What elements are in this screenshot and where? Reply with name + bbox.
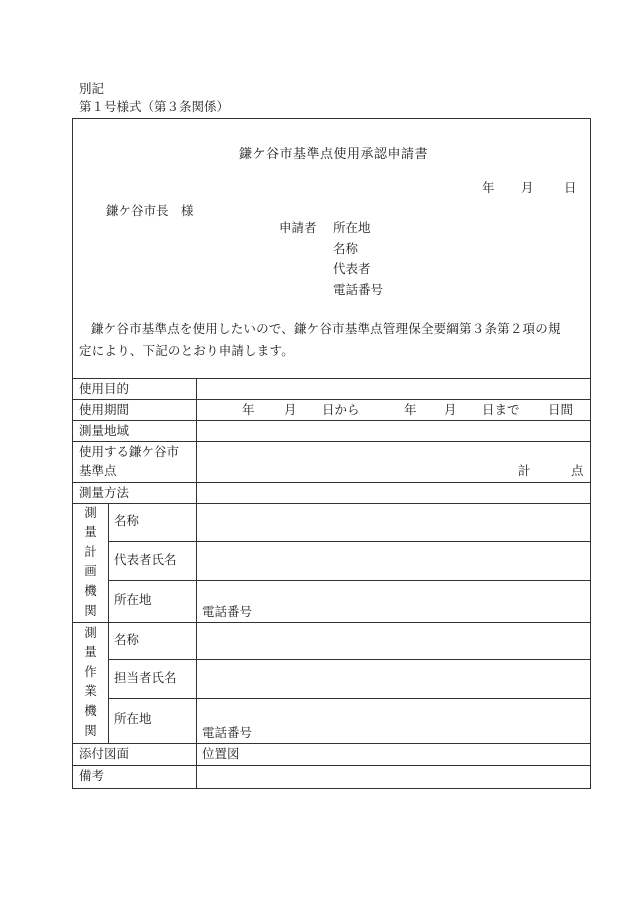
planning-vertical-char: 測 (84, 505, 97, 520)
period-month1: 月 (284, 402, 297, 417)
attachment-value: 位置図 (202, 746, 240, 761)
remarks-label: 備考 (79, 768, 105, 783)
annex-label: 別記 (79, 81, 105, 96)
method-label: 測量方法 (79, 485, 130, 500)
period-from: 日から (322, 402, 360, 417)
working-name-label: 名称 (114, 632, 140, 647)
working-phone-label: 電話番号 (202, 725, 253, 740)
planning-vertical-char: 機 (84, 583, 97, 598)
planning-vertical-char: 関 (84, 603, 97, 618)
working-vertical-char: 関 (84, 723, 97, 738)
applicant-representative-label: 代表者 (333, 261, 371, 276)
planning-vertical-char: 計 (84, 544, 97, 559)
points-unit-label: 点 (571, 463, 584, 478)
attachment-label: 添付図面 (79, 746, 130, 761)
area-label: 測量地域 (79, 423, 130, 438)
date-month-label: 月 (521, 180, 534, 195)
period-year2: 年 (404, 402, 417, 417)
points-total-label: 計 (518, 463, 531, 478)
form-number: 第１号様式（第３条関係） (79, 99, 230, 114)
purpose-label: 使用目的 (79, 381, 130, 396)
applicant-label: 申請者 (279, 220, 317, 235)
addressee: 鎌ケ谷市長 様 (106, 203, 194, 218)
page-title: 鎌ケ谷市基準点使用承認申請書 (239, 147, 429, 162)
date-year-label: 年 (482, 180, 495, 195)
working-vertical-char: 作 (84, 664, 97, 679)
row-divider (108, 698, 591, 699)
body-text-line2: 定により、下記のとおり申請します。 (79, 343, 294, 358)
working-vertical-char: 機 (84, 703, 97, 718)
row-divider (72, 441, 591, 442)
period-label: 使用期間 (79, 402, 130, 417)
planning-vertical-char: 量 (84, 524, 97, 539)
column-divider (196, 378, 197, 789)
applicant-phone-label: 電話番号 (333, 282, 384, 297)
row-divider (72, 420, 591, 421)
period-year1: 年 (242, 402, 255, 417)
applicant-address-label: 所在地 (333, 220, 371, 235)
body-text-line1: 鎌ケ谷市基準点を使用したいので、鎌ケ谷市基準点管理保全要綱第３条第２項の規 (91, 321, 561, 336)
row-divider (72, 482, 591, 483)
points-label-line2: 基準点 (79, 463, 117, 478)
row-divider (72, 399, 591, 400)
planning-phone-label: 電話番号 (202, 604, 253, 619)
row-divider (72, 765, 591, 766)
period-month2: 月 (444, 402, 457, 417)
row-divider (72, 622, 591, 623)
period-until: 日まで (482, 402, 520, 417)
table-top-border (72, 378, 591, 379)
planning-rep-name-label: 代表者氏名 (114, 552, 177, 567)
working-vertical-char: 業 (84, 683, 97, 698)
working-address-label: 所在地 (114, 711, 152, 726)
row-divider (72, 743, 591, 744)
working-person-name-label: 担当者氏名 (114, 670, 177, 685)
planning-vertical-char: 画 (84, 563, 97, 578)
row-divider (108, 580, 591, 581)
row-divider (108, 541, 591, 542)
planning-name-label: 名称 (114, 513, 140, 528)
working-vertical-char: 量 (84, 644, 97, 659)
column-divider (108, 503, 109, 743)
date-day-label: 日 (564, 180, 577, 195)
working-vertical-char: 測 (84, 625, 97, 640)
row-divider (72, 503, 591, 504)
row-divider (108, 659, 591, 660)
points-label-line1: 使用する鎌ケ谷市 (79, 444, 180, 459)
applicant-name-label: 名称 (333, 241, 359, 256)
planning-address-label: 所在地 (114, 592, 152, 607)
period-days: 日間 (548, 402, 574, 417)
